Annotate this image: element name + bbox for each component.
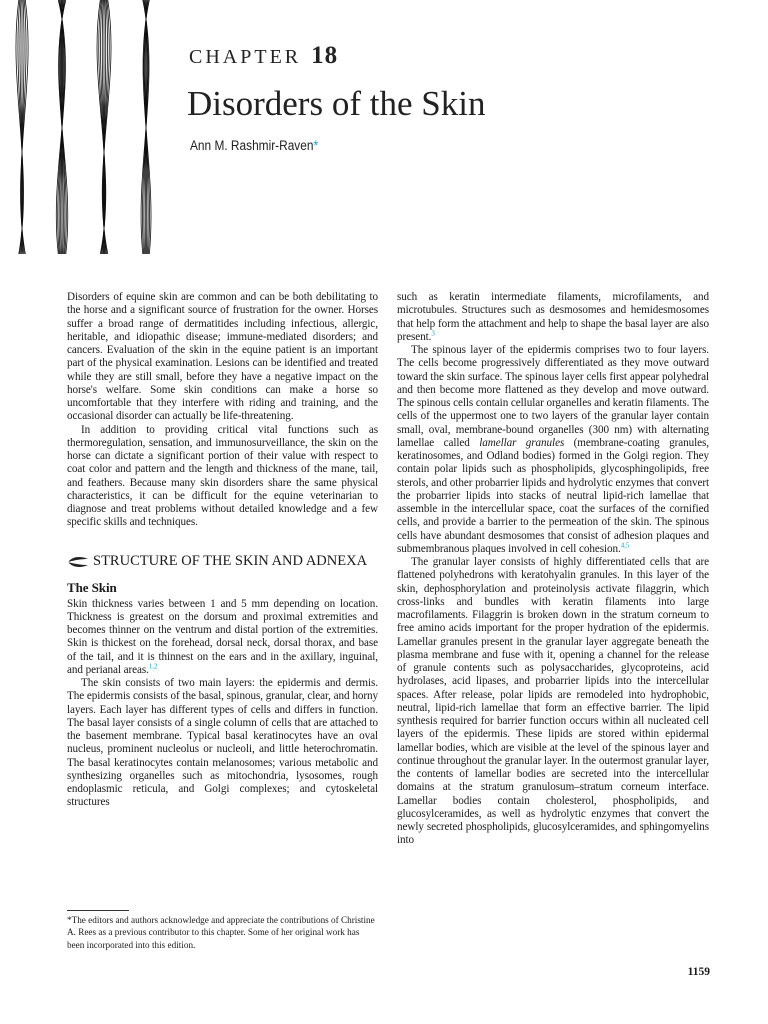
left-column [67, 291, 378, 810]
body-paragraph: Skin thickness varies between 1 and 5 mm depending on location. Thickness is greatest on the dorsum and proximal extremities and becomes thinner on the ventrum and distal portion of the extremities. Skin is thickest on the forehead, dorsal neck, dorsal thorax, and base of the tail, and it is thinnest on the ears and in the axillary, inguinal, and perianal areas.$^{1,2}$ [67, 597, 378, 676]
footnote-rule [67, 910, 129, 911]
subheading-the-skin: The Skin [67, 579, 117, 595]
author-name: Ann M. Rashmir-Raven [190, 138, 314, 153]
body-paragraph: The granular layer consists of highly differentiated cells that are flattened polyhedrons with keratohyalin granules. In this layer of the skin, dephosphorylation and proteinolysis activate filaggrin, which cross-links and bundles with keratin filaments into large macrofilaments. Filaggrin is broken down in the stratum corneum to free amino acids important for the proper hydration of the epidermis. Lamellar granules present in the granular layer aggregate beneath the plasma membrane and fuse with it, opening a channel for the release of granule contents such as polysaccharides, glycoproteins, acid hydrolases, acid lipases, and probarrier lipids into the intercellular spaces. After release, polar lipids are remodeled into hydrophobic, neutral, lipid-rich lamellae that form an effective barrier. The lipid synthesis required for barrier function occurs within all nucleated cell layers of the epidermis. These lipids are stored within epidermal lamellar bodies, which are visible at the level of the spinous layer and continue throughout the granular layer. In the outermost granular layer, the contents of lamellar bodies are secreted into the intercellular domains at the stratum granulosum–stratum corneum interface. Lamellar bodies contain cholesterol, phospholipids, and glucosylceramides, as well as hydrolytic enzymes that convert the newly secreted phospholipids, glucosylceramides, and sphingomyelins into [397, 556, 709, 847]
italic-term: lamellar granules [479, 436, 565, 449]
chapter-number: 18 [311, 42, 339, 69]
chapter-word: CHAPTER [189, 46, 302, 68]
author-line [190, 138, 318, 153]
decorative-line-pattern [0, 0, 180, 254]
page-number: 1159 [687, 966, 710, 978]
section-heading [67, 552, 378, 570]
right-column [397, 291, 709, 848]
chapter-label [189, 42, 338, 70]
section-leaf-icon [67, 556, 89, 568]
intro-paragraph: Disorders of equine skin are common and can be both debilitating to the horse and a significant source of frustration for the owner. Horses suffer a broad range of dermatitides including infectious, allergic, heritable, and idiopathic disease; immune-mediated disorders; and cancers. Evaluation of the skin in the equine patient is an important part of the physical examination. Lesions can be identified and treated while they are still small, before they have a negative impact on the horse's welfare. Some skin conditions can make a horse so uncomfortable that they interfere with riding and training, and the occasional disorder can actually be life-threatening. [67, 291, 378, 423]
citation-link[interactable]: 4,5 [620, 541, 630, 550]
citation-link[interactable]: 3 [431, 329, 435, 338]
intro-paragraph: In addition to providing critical vital functions such as thermoregulation, sensation, and immunosurveillance, the skin on the horse can dictate a significant portion of their value with respect to coat color and pattern and the length and thickness of the mane, tail, and feathers. Because many skin disorders share the same physical characteristics, it can be difficult for the equine veterinarian to diagnose and treat problems without detailed knowledge and a few specific skills and techniques. [67, 423, 378, 529]
body-paragraph: such as keratin intermediate filaments, microfilaments, and microtubules. Structures such as desmosomes and hemidesmosomes that help form the attachment and help to shape the basal layer are also present.$^3$ [397, 291, 709, 343]
section-heading-text: STRUCTURE OF THE SKIN AND ADNEXA [93, 552, 368, 569]
citation-link[interactable]: 1,2 [148, 662, 158, 671]
body-paragraph: The skin consists of two main layers: the epidermis and dermis. The epidermis consists of the basal, spinous, granular, clear, and horny layers. Each layer has different types of cells and differs in function. The basal layer consists of a single column of cells that are attached to the basement membrane. Typical basal keratinocytes have an oval nucleus, prominent nucleolus or nucleoli, and little heterochromatin. The basal keratinocytes contain melanosomes; various metabolic and synthesizing organelles such as mitochondria, lysosomes, rough endoplasmic reticula, and Golgi complexes; and cytoskeletal structures [67, 677, 378, 809]
footnote: *The editors and authors acknowledge and appreciate the contributions of Christine A. Rees as a previous contributor to this chapter. Some of her original work has been incorporated into this edition. [67, 915, 375, 950]
chapter-title: Disorders of the Skin [187, 84, 486, 123]
author-footnote-mark[interactable]: * [313, 138, 319, 153]
body-paragraph: The spinous layer of the epidermis comprises two to four layers. The cells become progressively differentiated as they move outward toward the skin surface. The spinous layer cells first appear polyhedral and then become more flattened as they develop and move outward. The spinous cells contain cellular organelles and keratin filaments. The cells of the uppermost one to two layers of the granular layer contain small, oval, membrane-bound organelles (300 nm) with alternating lamellae called lamellar granules (membrane-coating granules, keratinosomes, and Odland bodies) formed in the Golgi region. They contain polar lipids such as phospholipids, glycosphingolipids, free sterols, and other probarrier lipids and hydrolytic enzymes that convert the probarrier lipids into stacks of neutral lipid-rich lamellae that assemble in the intercellular space, coat the surfaces of the cornified cells, and provide a barrier to the permeation of the skin. The spinous cells have abundant desmosomes that consist of adhesion plaques and submembranous plaques involved in cell cohesion.$^{4,5}$ [397, 344, 709, 555]
